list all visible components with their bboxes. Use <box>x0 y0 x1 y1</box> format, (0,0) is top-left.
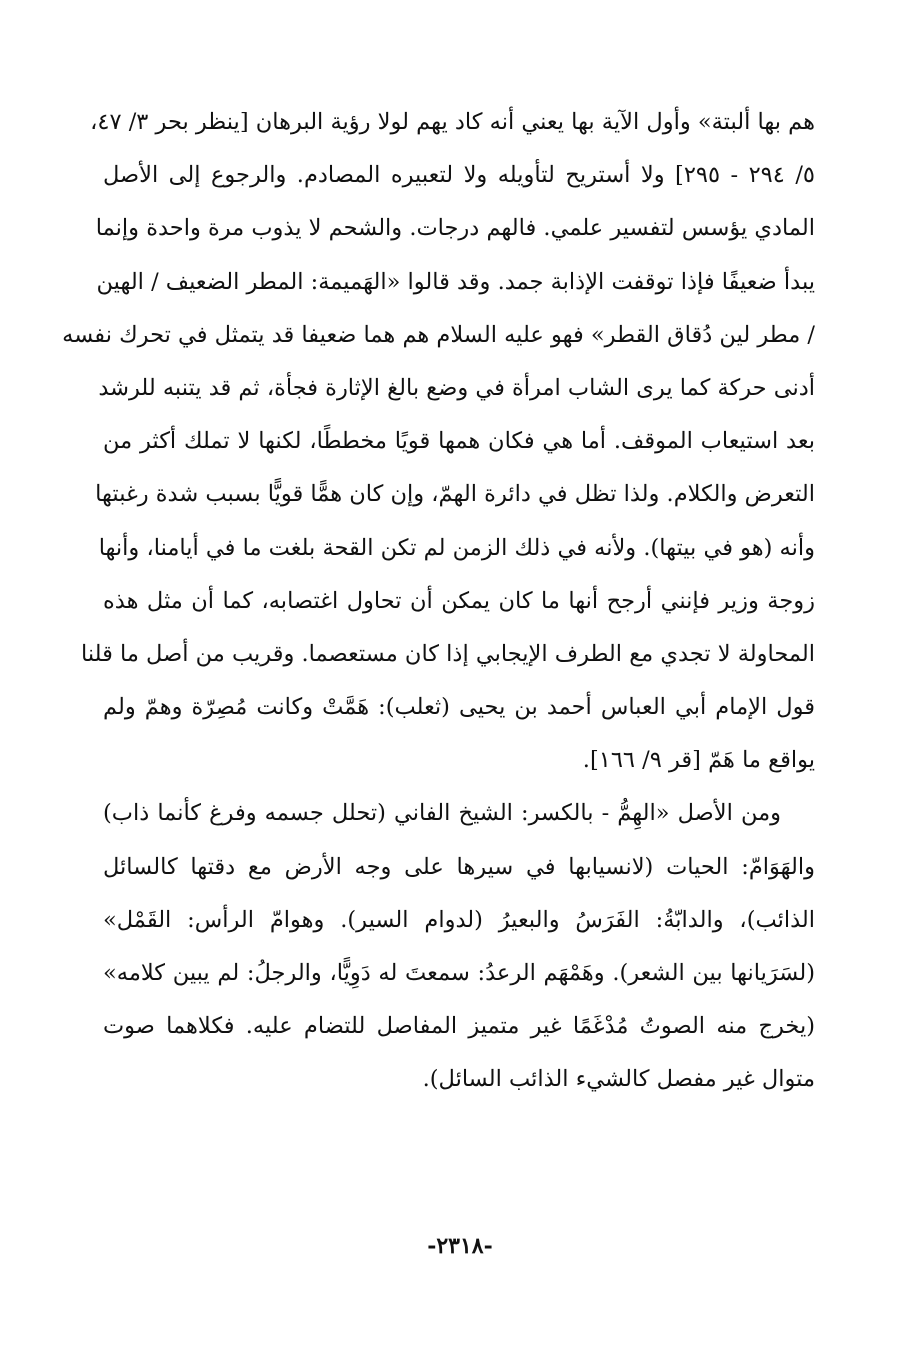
body-text <box>62 96 815 1107</box>
text-line: هم بها ألبتة» وأول الآية بها يعني أنه كاد يهم لولا رؤية البرهان [ينظر بحر ٣/ ٤٧، <box>90 109 815 135</box>
text-line: ٥/ ٢٩٤ - ٢٩٥] ولا أستريح لتأويله ولا لتعبيره المصادم. والرجوع إلى الأصل <box>103 162 815 189</box>
page-number: -٢٣١٨- <box>427 1233 493 1259</box>
text-line: أدنى حركة كما يرى الشاب امرأة في وضع بالغ الإثارة فجأة، ثم قد يتنبه للرشد <box>98 374 815 401</box>
paragraph-1 <box>62 96 815 787</box>
text-line: الذائب)، والدابّةُ: الفَرَسُ والبعيرُ (لدوام السير). وهوامّ الرأس: القَمْل» <box>103 906 815 933</box>
text-line: التعرض والكلام. ولذا تظل في دائرة الهمّ، وإن كان همًّا قويًّا بسبب شدة رغبتها <box>95 481 815 508</box>
text-line: قول الإمام أبي العباس أحمد بن يحيى (ثعلب): هَمَّتْ وكانت مُصِرّة وهمّ ولم <box>103 694 815 721</box>
text-line: المادي يؤسس لتفسير علمي. فالهم درجات. والشحم لا يذوب مرة واحدة وإنما <box>95 215 815 242</box>
text-line: يواقع ما هَمّ [قر ٩/ ١٦٦]. <box>582 747 815 774</box>
text-line: (لسَرَيانها بين الشعر). وهَمْهَم الرعدُ: سمعتَ له دَوِيًّا، والرجلُ: لم يبين كلامه» <box>103 960 815 986</box>
text-line: زوجة وزير فإنني أرجح أنها ما كان يمكن أن تحاول اغتصابه، كما أن مثل هذه <box>103 587 815 614</box>
text-line: والهَوَامّ: الحيات (لانسيابها في سيرها على وجه الأرض مع دقتها كالسائل <box>103 853 815 880</box>
text-line: بعد استيعاب الموقف. أما هي فكان همها قويًا مخططًا، لكنها لا تملك أكثر من <box>103 428 815 455</box>
text-line: المحاولة لا تجدي مع الطرف الإيجابي إذا كان مستعصما. وقريب من أصل ما قلنا <box>81 640 815 667</box>
text-line: (يخرج منه الصوتُ مُدْغَمًا غير متميز المفاصل للتضام عليه. فكلاهما صوت <box>103 1013 815 1040</box>
text-line: وأنه (هو في بيتها). ولأنه في ذلك الزمن لم تكن القحة بلغت ما في أيامنا، وأنها <box>98 534 815 561</box>
text-line: / مطر لين دُقاق القطر» فهو عليه السلام هم هما ضعيفا قد يتمثل في تحرك نفسه <box>62 321 815 348</box>
paragraph-2 <box>103 787 815 1106</box>
text-line: متوال غير مفصل كالشيء الذائب السائل). <box>422 1066 815 1093</box>
text-line: ومن الأصل «الهِمُّ - بالكسر: الشيخ الفاني (تحلل جسمه وفرغ كأنما ذاب) <box>103 800 781 827</box>
text-line: يبدأ ضعيفًا فإذا توقفت الإذابة جمد. وقد قالوا «الهَميمة: المطر الضعيف / الهين <box>96 268 815 295</box>
